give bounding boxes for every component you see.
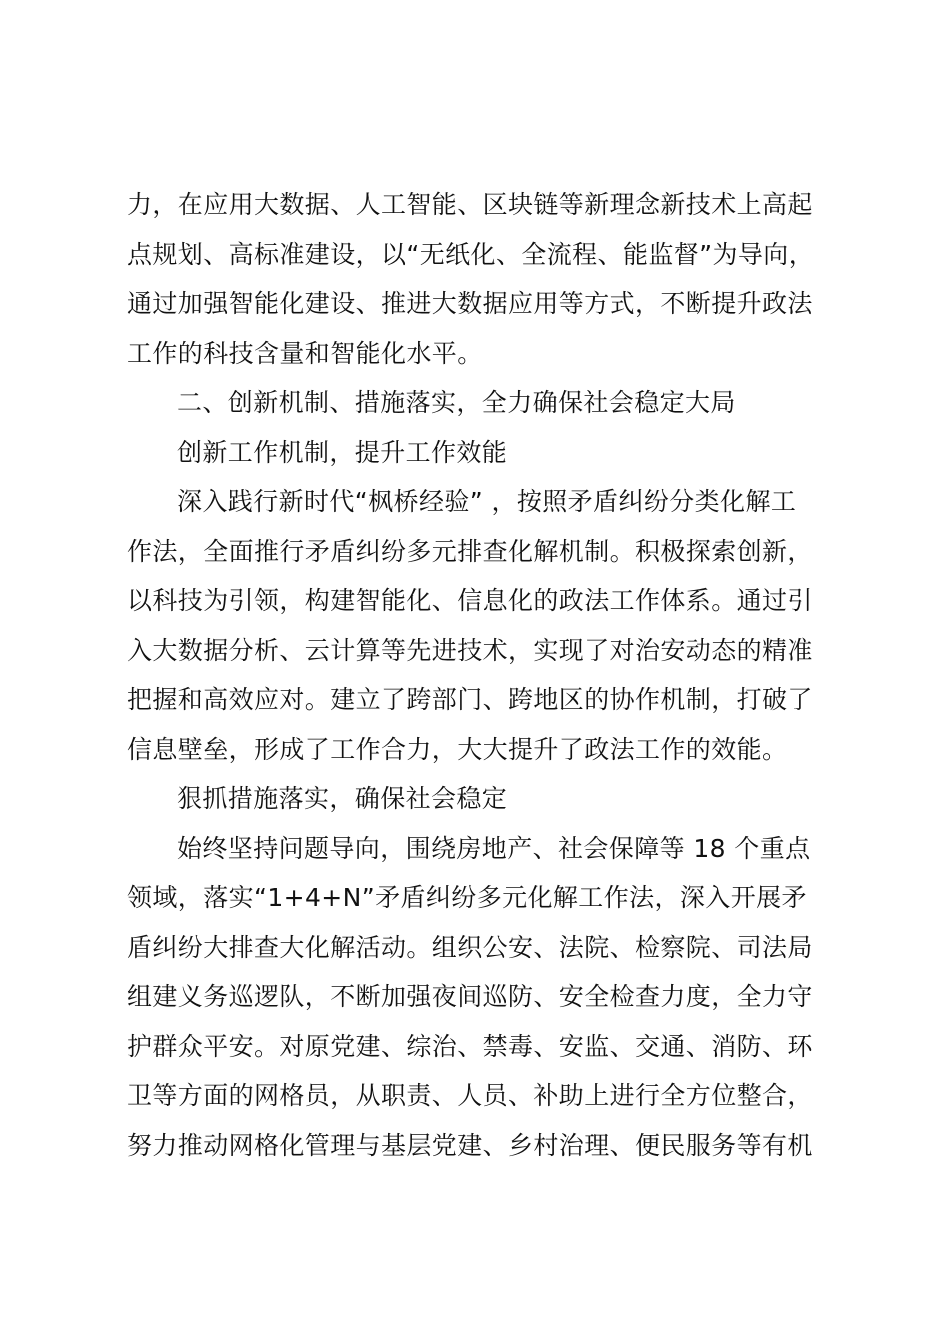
paragraph-line: 作法，全面推行矛盾纠纷多元排查化解机制。积极探索创新，: [127, 536, 813, 566]
paragraph-line: 卫等方面的网格员，从职责、人员、补助上进行全方位整合，: [127, 1081, 813, 1110]
paragraph-line: 工作的科技含量和智能化水平。: [127, 338, 483, 368]
paragraph-line: 力，在应用大数据、人工智能、区块链等新理念新技术上高起: [127, 190, 813, 219]
paragraph-line: 入大数据分析、云计算等先进技术，实现了对治安动态的精准: [127, 635, 813, 665]
paragraph-line: 点规划、高标准建设，以“无纸化、全流程、能监督”为导向，: [127, 239, 815, 269]
paragraph-line: 盾纠纷大排查大化解活动。组织公安、法院、检察院、司法局: [127, 932, 813, 962]
paragraph-line: 信息壁垒，形成了工作合力，大大提升了政法工作的效能。: [127, 734, 788, 764]
paragraph-line: 领域，落实“1+4+N”矛盾纠纷多元化解工作法，深入开展矛: [127, 883, 807, 912]
document-body: [127, 180, 847, 1170]
subsection-heading: 创新工作机制，提升工作效能: [177, 437, 508, 467]
subsection-heading: 狠抓措施落实，确保社会稳定: [177, 784, 508, 813]
paragraph-line: 始终坚持问题导向，围绕房地产、社会保障等 18 个重点: [177, 833, 811, 863]
paragraph-line: 把握和高效应对。建立了跨部门、跨地区的协作机制，打破了: [127, 685, 813, 714]
paragraph-line: 组建义务巡逻队，不断加强夜间巡防、安全检查力度，全力守: [127, 982, 813, 1011]
section-heading: 二、创新机制、措施落实，全力确保社会稳定大局: [177, 388, 736, 417]
paragraph-line: 努力推动网格化管理与基层党建、乡村治理、便民服务等有机: [127, 1130, 813, 1160]
paragraph-line: 护群众平安。对原党建、综治、禁毒、安监、交通、消防、环: [127, 1031, 813, 1061]
paragraph-line: 以科技为引领，构建智能化、信息化的政法工作体系。通过引: [127, 586, 813, 615]
paragraph-line: 深入践行新时代“枫桥经验” ，按照矛盾纠纷分类化解工: [177, 487, 797, 516]
paragraph-line: 通过加强智能化建设、推进大数据应用等方式，不断提升政法: [127, 289, 813, 318]
